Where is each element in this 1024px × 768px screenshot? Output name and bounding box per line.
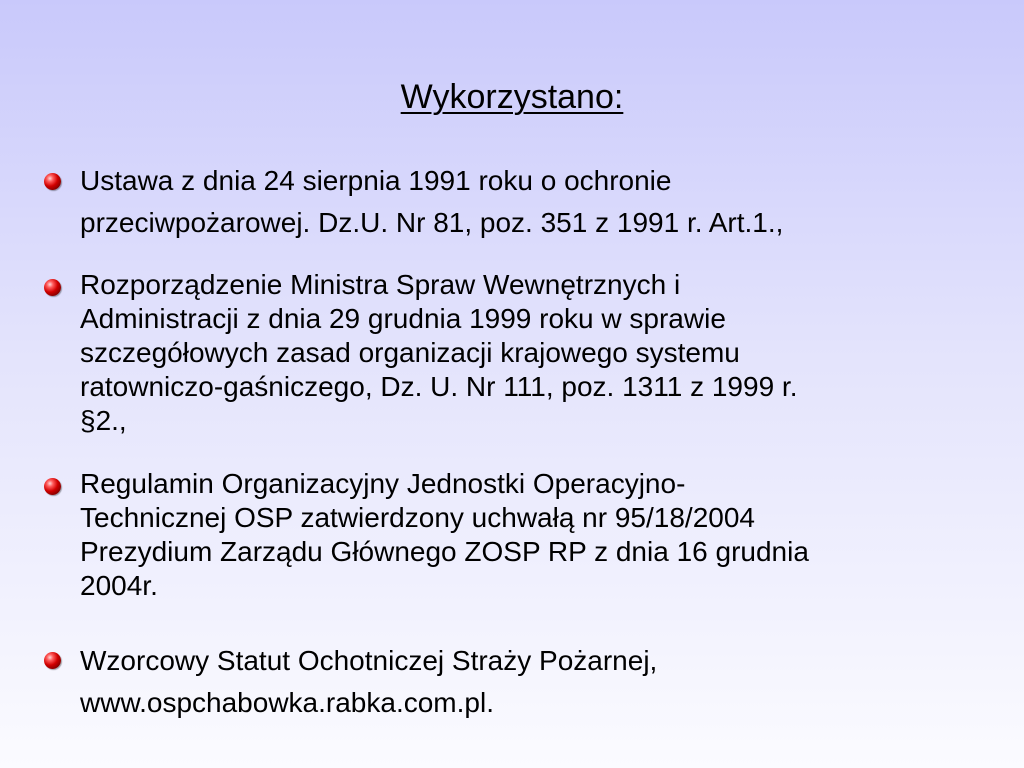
list-item-text — [80, 467, 1004, 603]
list-item-line: Ustawa z dnia 24 sierpnia 1991 roku o ochronie — [80, 165, 672, 196]
list-item — [44, 268, 1004, 438]
list-item-text — [80, 640, 1004, 724]
list-item-line: www.ospchabowka.rabka.com.pl. — [80, 687, 494, 718]
list-item-line: Regulamin Organizacyjny Jednostki Operacyjno- — [80, 468, 686, 499]
red-sphere-bullet-icon — [44, 652, 61, 669]
list-item-line: Administracji z dnia 29 grudnia 1999 roku w sprawie — [80, 303, 726, 334]
list-item — [44, 467, 1004, 603]
list-item-line: Prezydium Zarządu Głównego ZOSP RP z dnia 16 grudnia — [80, 536, 809, 567]
slide-title: Wykorzystano: — [400, 78, 624, 116]
list-item — [44, 640, 1004, 724]
list-item-line: 2004r. — [80, 570, 158, 601]
red-sphere-bullet-icon — [44, 173, 61, 190]
list-item-line: §2., — [80, 405, 127, 436]
red-sphere-bullet-icon — [44, 279, 61, 296]
list-item-line: ratowniczo-gaśniczego, Dz. U. Nr 111, poz. 1311 z 1999 r. — [80, 371, 798, 402]
list-item-line: Technicznej OSP zatwierdzony uchwałą nr 95/18/2004 — [80, 502, 755, 533]
red-sphere-bullet-icon — [44, 478, 61, 495]
list-item-text — [80, 268, 1004, 438]
list-item-line: przeciwpożarowej. Dz.U. Nr 81, poz. 351 z 1991 r. Art.1., — [80, 207, 784, 238]
list-item — [44, 160, 1004, 244]
list-item-text — [80, 160, 1004, 244]
list-item-line: Wzorcowy Statut Ochotniczej Straży Pożarnej, — [80, 645, 658, 676]
list-item-line: szczegółowych zasad organizacji krajowego systemu — [80, 337, 740, 368]
list-item-line: Rozporządzenie Ministra Spraw Wewnętrznych i — [80, 269, 681, 300]
